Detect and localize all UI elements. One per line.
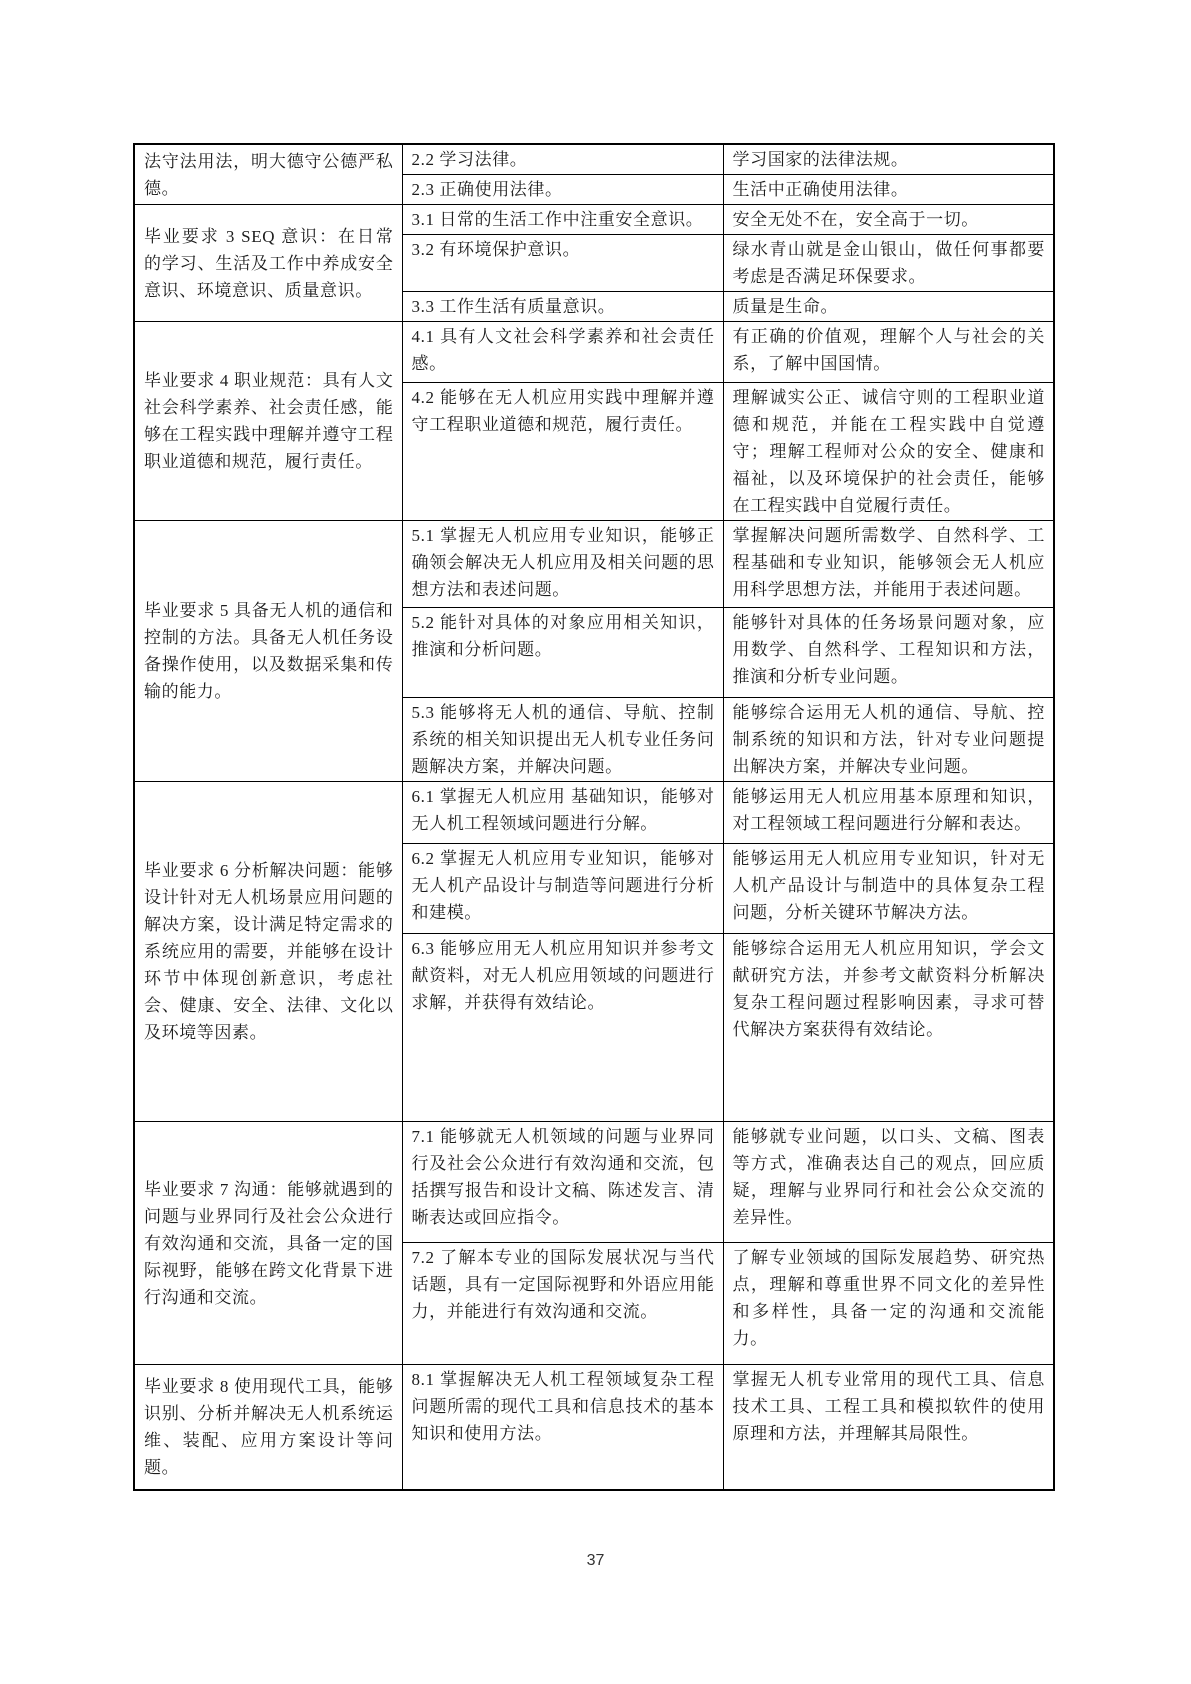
requirement-cell: 毕业要求 7 沟通：能够就遇到的问题与业界同行及社会公众进行有效沟通和交流，具备一定的国际视野，能够在跨文化背景下进行沟通和交流。 <box>134 1122 402 1365</box>
table-row <box>134 782 1054 844</box>
description-cell: 安全无处不在，安全高于一切。 <box>723 205 1054 235</box>
description-cell: 掌握解决问题所需数学、自然科学、工程基础和专业知识，能够领会无人机应用科学思想方法，并能用于表述问题。 <box>723 521 1054 608</box>
description-cell: 能够运用无人机应用基本原理和知识，对工程领域工程问题进行分解和表达。 <box>723 782 1054 844</box>
requirement-cell: 毕业要求 4 职业规范：具有人文社会科学素养、社会责任感，能够在工程实践中理解并遵守工程职业道德和规范，履行责任。 <box>134 322 402 521</box>
page-number: 37 <box>586 1552 605 1569</box>
description-cell: 能够运用无人机应用专业知识，针对无人机产品设计与制造中的具体复杂工程问题，分析关键环节解决方法。 <box>723 844 1054 934</box>
description-cell: 理解诚实公正、诚信守则的工程职业道德和规范，并能在工程实践中自觉遵守；理解工程师对公众的安全、健康和福祉，以及环境保护的社会责任，能够在工程实践中自觉履行责任。 <box>723 383 1054 521</box>
description-cell: 能够综合运用无人机的通信、导航、控制系统的知识和方法，针对专业问题提出解决方案，并解决专业问题。 <box>723 698 1054 782</box>
indicator-cell: 5.1 掌握无人机应用专业知识，能够正确领会解决无人机应用及相关问题的思想方法和表述问题。 <box>402 521 723 608</box>
table-row <box>134 205 1054 235</box>
indicator-cell: 3.2 有环境保护意识。 <box>402 235 723 292</box>
table-row <box>134 1122 1054 1243</box>
description-cell: 学习国家的法律法规。 <box>723 144 1054 175</box>
table-row <box>134 144 1054 175</box>
description-cell: 掌握无人机专业常用的现代工具、信息技术工具、工程工具和模拟软件的使用原理和方法，并理解其局限性。 <box>723 1365 1054 1490</box>
indicator-cell: 7.2 了解本专业的国际发展状况与当代话题，具有一定国际视野和外语应用能力，并能进行有效沟通和交流。 <box>402 1243 723 1365</box>
indicator-cell: 5.3 能够将无人机的通信、导航、控制系统的相关知识提出无人机专业任务问题解决方案，并解决问题。 <box>402 698 723 782</box>
requirement-cell: 毕业要求 6 分析解决问题：能够设计针对无人机场景应用问题的解决方案，设计满足特定需求的系统应用的需要，并能够在设计环节中体现创新意识，考虑社会、健康、安全、法律、文化以及环境等因素。 <box>134 782 402 1122</box>
table-row <box>134 322 1054 383</box>
description-cell: 能够针对具体的任务场景问题对象，应用数学、自然科学、工程知识和方法，推演和分析专业问题。 <box>723 608 1054 698</box>
indicator-cell: 5.2 能针对具体的对象应用相关知识，推演和分析问题。 <box>402 608 723 698</box>
table-row <box>134 1365 1054 1490</box>
indicator-cell: 3.1 日常的生活工作中注重安全意识。 <box>402 205 723 235</box>
description-cell: 了解专业领域的国际发展趋势、研究热点，理解和尊重世界不同文化的差异性和多样性，具备一定的沟通和交流能力。 <box>723 1243 1054 1365</box>
requirement-cell: 毕业要求 8 使用现代工具，能够识别、分析并解决无人机系统运维、装配、应用方案设计等问题。 <box>134 1365 402 1490</box>
indicator-cell: 6.2 掌握无人机应用专业知识，能够对无人机产品设计与制造等问题进行分析和建模。 <box>402 844 723 934</box>
indicator-cell: 3.3 工作生活有质量意识。 <box>402 292 723 322</box>
indicator-cell: 6.1 掌握无人机应用 基础知识，能够对无人机工程领域问题进行分解。 <box>402 782 723 844</box>
requirement-cell: 毕业要求 5 具备无人机的通信和控制的方法。具备无人机任务设备操作使用，以及数据采集和传输的能力。 <box>134 521 402 782</box>
indicator-cell: 4.1 具有人文社会科学素养和社会责任感。 <box>402 322 723 383</box>
requirement-cell: 法守法用法，明大德守公德严私德。 <box>134 144 402 205</box>
description-cell: 能够就专业问题，以口头、文稿、图表等方式，准确表达自己的观点，回应质疑，理解与业界同行和社会公众交流的差异性。 <box>723 1122 1054 1243</box>
description-cell: 能够综合运用无人机应用知识，学会文献研究方法，并参考文献资料分析解决复杂工程问题过程影响因素，寻求可替代解决方案获得有效结论。 <box>723 934 1054 1122</box>
indicator-cell: 4.2 能够在无人机应用实践中理解并遵守工程职业道德和规范，履行责任。 <box>402 383 723 521</box>
description-cell: 生活中正确使用法律。 <box>723 175 1054 205</box>
indicator-cell: 6.3 能够应用无人机应用知识并参考文献资料，对无人机应用领域的问题进行求解，并获得有效结论。 <box>402 934 723 1122</box>
requirement-cell: 毕业要求 3 SEQ 意识：在日常的学习、生活及工作中养成安全意识、环境意识、质量意识。 <box>134 205 402 322</box>
description-cell: 有正确的价值观，理解个人与社会的关系，了解中国国情。 <box>723 322 1054 383</box>
indicator-cell: 2.2 学习法律。 <box>402 144 723 175</box>
description-cell: 绿水青山就是金山银山，做任何事都要考虑是否满足环保要求。 <box>723 235 1054 292</box>
description-cell: 质量是生命。 <box>723 292 1054 322</box>
graduation-requirements-table <box>133 143 1055 1491</box>
indicator-cell: 7.1 能够就无人机领域的问题与业界同行及社会公众进行有效沟通和交流，包括撰写报告和设计文稿、陈述发言、清晰表达或回应指令。 <box>402 1122 723 1243</box>
indicator-cell: 2.3 正确使用法律。 <box>402 175 723 205</box>
table-row <box>134 521 1054 608</box>
indicator-cell: 8.1 掌握解决无人机工程领域复杂工程问题所需的现代工具和信息技术的基本知识和使用方法。 <box>402 1365 723 1490</box>
